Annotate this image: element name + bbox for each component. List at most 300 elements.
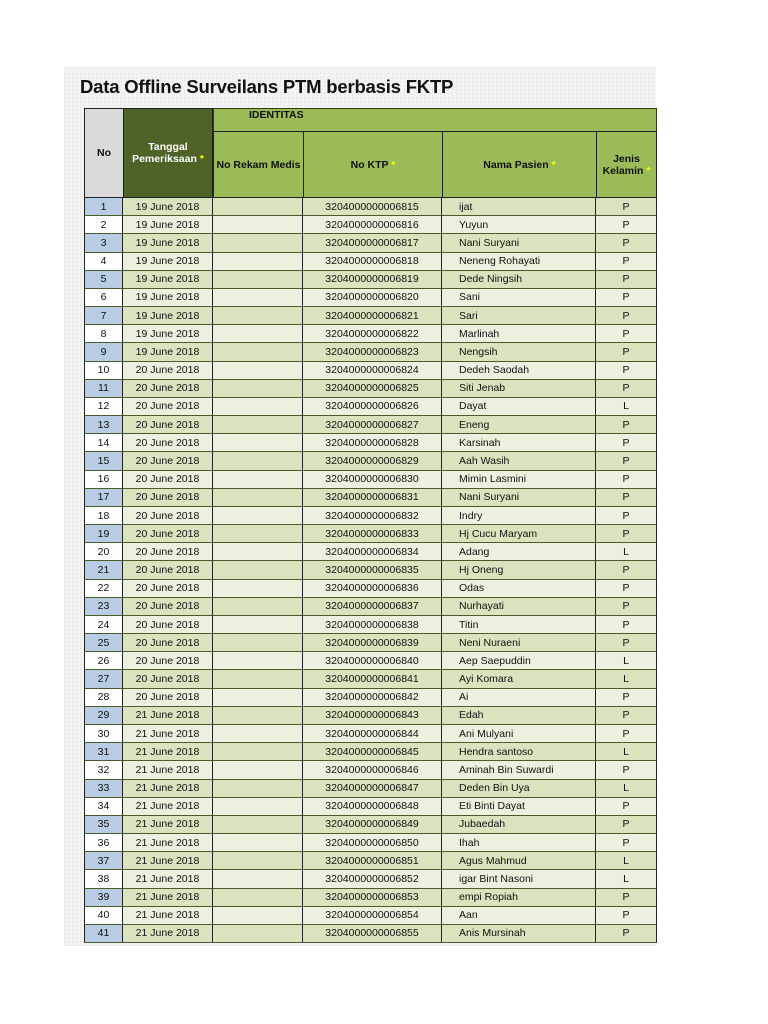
- cell-jenis-kelamin[interactable]: P: [596, 416, 657, 434]
- cell-no-rekam-medis[interactable]: [213, 816, 303, 834]
- cell-nama-pasien[interactable]: Deden Bin Uya: [442, 780, 596, 798]
- table-row: [84, 198, 657, 216]
- cell-tanggal[interactable]: 20 June 2018: [123, 489, 213, 507]
- table-row: [84, 780, 657, 798]
- table-row: [84, 798, 657, 816]
- cell-tanggal[interactable]: 19 June 2018: [123, 253, 213, 271]
- cell-jenis-kelamin[interactable]: P: [596, 761, 657, 779]
- cell-nama-pasien[interactable]: Ayi Komara: [442, 670, 596, 688]
- cell-tanggal[interactable]: 21 June 2018: [123, 907, 213, 925]
- table-row: [84, 689, 657, 707]
- cell-nama-pasien[interactable]: Mimin Lasmini: [442, 471, 596, 489]
- cell-no[interactable]: 12: [84, 398, 123, 416]
- cell-no-rekam-medis[interactable]: [213, 834, 303, 852]
- header-rekam-medis-label: No Rekam Medis: [216, 158, 301, 171]
- cell-nama-pasien[interactable]: Eti Binti Dayat: [442, 798, 596, 816]
- cell-nama-pasien[interactable]: Indry: [442, 507, 596, 525]
- cell-no-ktp[interactable]: 3204000000006846: [303, 761, 442, 779]
- cell-no-ktp[interactable]: 3204000000006831: [303, 489, 442, 507]
- cell-no[interactable]: 32: [84, 761, 123, 779]
- cell-no-rekam-medis[interactable]: [213, 198, 303, 216]
- cell-tanggal[interactable]: 20 June 2018: [123, 616, 213, 634]
- cell-tanggal[interactable]: 21 June 2018: [123, 925, 213, 943]
- cell-no-ktp[interactable]: 3204000000006817: [303, 234, 442, 252]
- cell-no[interactable]: 30: [84, 725, 123, 743]
- cell-no-ktp[interactable]: 3204000000006842: [303, 689, 442, 707]
- cell-tanggal[interactable]: 20 June 2018: [123, 398, 213, 416]
- cell-tanggal[interactable]: 21 June 2018: [123, 707, 213, 725]
- table-row: [84, 543, 657, 561]
- cell-jenis-kelamin[interactable]: P: [596, 707, 657, 725]
- cell-jenis-kelamin[interactable]: P: [596, 634, 657, 652]
- cell-tanggal[interactable]: 20 June 2018: [123, 525, 213, 543]
- cell-jenis-kelamin[interactable]: P: [596, 271, 657, 289]
- cell-tanggal[interactable]: 19 June 2018: [123, 198, 213, 216]
- cell-tanggal[interactable]: 20 June 2018: [123, 380, 213, 398]
- cell-jenis-kelamin[interactable]: P: [596, 816, 657, 834]
- cell-no-rekam-medis[interactable]: [213, 598, 303, 616]
- cell-tanggal[interactable]: 20 June 2018: [123, 580, 213, 598]
- cell-no[interactable]: 1: [84, 198, 123, 216]
- cell-no-ktp[interactable]: 3204000000006820: [303, 289, 442, 307]
- cell-jenis-kelamin[interactable]: P: [596, 580, 657, 598]
- cell-no-ktp[interactable]: 3204000000006849: [303, 816, 442, 834]
- table-row: [84, 307, 657, 325]
- cell-no[interactable]: 33: [84, 780, 123, 798]
- cell-nama-pasien[interactable]: Siti Jenab: [442, 380, 596, 398]
- cell-no-rekam-medis[interactable]: [213, 253, 303, 271]
- cell-nama-pasien[interactable]: Jubaedah: [442, 816, 596, 834]
- cell-jenis-kelamin[interactable]: P: [596, 598, 657, 616]
- table-row: [84, 634, 657, 652]
- cell-nama-pasien[interactable]: Agus Mahmud: [442, 852, 596, 870]
- cell-jenis-kelamin[interactable]: P: [596, 525, 657, 543]
- cell-no[interactable]: 40: [84, 907, 123, 925]
- cell-no-ktp[interactable]: 3204000000006825: [303, 380, 442, 398]
- cell-no[interactable]: 3: [84, 234, 123, 252]
- header-nama-pasien[interactable]: [442, 131, 597, 198]
- cell-no-rekam-medis[interactable]: [213, 307, 303, 325]
- data-table-body: [84, 198, 657, 943]
- cell-no[interactable]: 31: [84, 743, 123, 761]
- cell-tanggal[interactable]: 21 June 2018: [123, 852, 213, 870]
- cell-no-ktp[interactable]: 3204000000006845: [303, 743, 442, 761]
- cell-no-ktp[interactable]: 3204000000006826: [303, 398, 442, 416]
- table-row: [84, 216, 657, 234]
- table-row: [84, 852, 657, 870]
- cell-no-ktp[interactable]: 3204000000006824: [303, 362, 442, 380]
- cell-no-ktp[interactable]: 3204000000006821: [303, 307, 442, 325]
- cell-nama-pasien[interactable]: Ihah: [442, 834, 596, 852]
- cell-no[interactable]: 2: [84, 216, 123, 234]
- header-no[interactable]: [84, 108, 124, 198]
- cell-no[interactable]: 7: [84, 307, 123, 325]
- cell-jenis-kelamin[interactable]: P: [596, 216, 657, 234]
- cell-no-rekam-medis[interactable]: [213, 380, 303, 398]
- cell-no-rekam-medis[interactable]: [213, 234, 303, 252]
- table-row: [84, 343, 657, 361]
- cell-tanggal[interactable]: 20 June 2018: [123, 471, 213, 489]
- header-tanggal-pemeriksaan[interactable]: [123, 108, 213, 198]
- cell-no-rekam-medis[interactable]: [213, 907, 303, 925]
- cell-nama-pasien[interactable]: Anis Mursinah: [442, 925, 596, 943]
- table-row: [84, 325, 657, 343]
- cell-no-rekam-medis[interactable]: [213, 780, 303, 798]
- cell-nama-pasien[interactable]: Dayat: [442, 398, 596, 416]
- cell-no[interactable]: 21: [84, 561, 123, 579]
- cell-no-ktp[interactable]: 3204000000006838: [303, 616, 442, 634]
- cell-no-ktp[interactable]: 3204000000006840: [303, 652, 442, 670]
- cell-no[interactable]: 28: [84, 689, 123, 707]
- cell-jenis-kelamin[interactable]: P: [596, 725, 657, 743]
- cell-jenis-kelamin[interactable]: P: [596, 325, 657, 343]
- cell-tanggal[interactable]: 19 June 2018: [123, 271, 213, 289]
- cell-nama-pasien[interactable]: Nurhayati: [442, 598, 596, 616]
- table-row: [84, 416, 657, 434]
- header-no-label: No: [97, 147, 111, 159]
- cell-no-rekam-medis[interactable]: [213, 416, 303, 434]
- cell-no[interactable]: 17: [84, 489, 123, 507]
- cell-tanggal[interactable]: 21 June 2018: [123, 761, 213, 779]
- table-row: [84, 670, 657, 688]
- cell-no-ktp[interactable]: 3204000000006828: [303, 434, 442, 452]
- cell-no-rekam-medis[interactable]: [213, 761, 303, 779]
- cell-no-rekam-medis[interactable]: [213, 580, 303, 598]
- cell-jenis-kelamin[interactable]: P: [596, 925, 657, 943]
- cell-no-rekam-medis[interactable]: [213, 634, 303, 652]
- cell-nama-pasien[interactable]: Adang: [442, 543, 596, 561]
- cell-nama-pasien[interactable]: Ani Mulyani: [442, 725, 596, 743]
- table-row: [84, 489, 657, 507]
- cell-no-rekam-medis[interactable]: [213, 616, 303, 634]
- table-row: [84, 707, 657, 725]
- cell-tanggal[interactable]: 19 June 2018: [123, 307, 213, 325]
- cell-jenis-kelamin[interactable]: P: [596, 889, 657, 907]
- cell-tanggal[interactable]: 20 June 2018: [123, 416, 213, 434]
- table-row: [84, 271, 657, 289]
- cell-jenis-kelamin[interactable]: P: [596, 907, 657, 925]
- cell-no[interactable]: 39: [84, 889, 123, 907]
- cell-nama-pasien[interactable]: Aan: [442, 907, 596, 925]
- cell-no-ktp[interactable]: 3204000000006853: [303, 889, 442, 907]
- cell-no-ktp[interactable]: 3204000000006823: [303, 343, 442, 361]
- table-row: [84, 889, 657, 907]
- cell-nama-pasien[interactable]: Dede Ningsih: [442, 271, 596, 289]
- cell-nama-pasien[interactable]: Marlinah: [442, 325, 596, 343]
- cell-no-ktp[interactable]: 3204000000006850: [303, 834, 442, 852]
- cell-nama-pasien[interactable]: empi Ropiah: [442, 889, 596, 907]
- cell-jenis-kelamin[interactable]: P: [596, 434, 657, 452]
- cell-no-ktp[interactable]: 3204000000006830: [303, 471, 442, 489]
- cell-no-rekam-medis[interactable]: [213, 325, 303, 343]
- cell-no-rekam-medis[interactable]: [213, 798, 303, 816]
- cell-no-rekam-medis[interactable]: [213, 452, 303, 470]
- cell-tanggal[interactable]: 21 June 2018: [123, 798, 213, 816]
- cell-nama-pasien[interactable]: Aminah Bin Suwardi: [442, 761, 596, 779]
- table-row: [84, 870, 657, 888]
- cell-nama-pasien[interactable]: Titin: [442, 616, 596, 634]
- cell-tanggal[interactable]: 19 June 2018: [123, 289, 213, 307]
- cell-tanggal[interactable]: 19 June 2018: [123, 325, 213, 343]
- table-row: [84, 525, 657, 543]
- cell-tanggal[interactable]: 20 June 2018: [123, 543, 213, 561]
- table-row: [84, 580, 657, 598]
- cell-no-ktp[interactable]: 3204000000006855: [303, 925, 442, 943]
- cell-tanggal[interactable]: 21 June 2018: [123, 725, 213, 743]
- table-row: [84, 471, 657, 489]
- cell-no-rekam-medis[interactable]: [213, 489, 303, 507]
- header-identitas[interactable]: [213, 108, 657, 132]
- cell-nama-pasien[interactable]: Nani Suryani: [442, 489, 596, 507]
- cell-jenis-kelamin[interactable]: P: [596, 289, 657, 307]
- cell-no-ktp[interactable]: 3204000000006833: [303, 525, 442, 543]
- cell-nama-pasien[interactable]: Odas: [442, 580, 596, 598]
- cell-no-ktp[interactable]: 3204000000006852: [303, 870, 442, 888]
- cell-no-ktp[interactable]: 3204000000006827: [303, 416, 442, 434]
- cell-tanggal[interactable]: 20 June 2018: [123, 561, 213, 579]
- header-jenis-kelamin[interactable]: [596, 131, 657, 198]
- cell-tanggal[interactable]: 21 June 2018: [123, 870, 213, 888]
- cell-tanggal[interactable]: 20 June 2018: [123, 652, 213, 670]
- table-row: [84, 816, 657, 834]
- cell-tanggal[interactable]: 20 June 2018: [123, 362, 213, 380]
- table-row: [84, 616, 657, 634]
- cell-no[interactable]: 14: [84, 434, 123, 452]
- cell-no-ktp[interactable]: 3204000000006851: [303, 852, 442, 870]
- cell-no[interactable]: 16: [84, 471, 123, 489]
- table-row: [84, 743, 657, 761]
- header-no-ktp[interactable]: [303, 131, 443, 198]
- table-row: [84, 925, 657, 943]
- cell-jenis-kelamin[interactable]: L: [596, 398, 657, 416]
- header-jk-label: Jenis Kelamin *: [602, 152, 651, 177]
- cell-no-rekam-medis[interactable]: [213, 925, 303, 943]
- cell-no[interactable]: 23: [84, 598, 123, 616]
- cell-no-ktp[interactable]: 3204000000006836: [303, 580, 442, 598]
- cell-no-ktp[interactable]: 3204000000006847: [303, 780, 442, 798]
- cell-jenis-kelamin[interactable]: P: [596, 343, 657, 361]
- cell-jenis-kelamin[interactable]: P: [596, 834, 657, 852]
- cell-no-rekam-medis[interactable]: [213, 652, 303, 670]
- cell-jenis-kelamin[interactable]: P: [596, 253, 657, 271]
- cell-no-rekam-medis[interactable]: [213, 471, 303, 489]
- table-row: [84, 452, 657, 470]
- cell-nama-pasien[interactable]: Karsinah: [442, 434, 596, 452]
- cell-tanggal[interactable]: 19 June 2018: [123, 234, 213, 252]
- cell-no-ktp[interactable]: 3204000000006839: [303, 634, 442, 652]
- header-identitas-label: IDENTITAS: [249, 109, 304, 121]
- cell-no[interactable]: 4: [84, 253, 123, 271]
- cell-nama-pasien[interactable]: Nani Suryani: [442, 234, 596, 252]
- cell-nama-pasien[interactable]: igar Bint Nasoni: [442, 870, 596, 888]
- cell-no[interactable]: 35: [84, 816, 123, 834]
- table-row: [84, 834, 657, 852]
- cell-tanggal[interactable]: 21 June 2018: [123, 780, 213, 798]
- cell-no[interactable]: 22: [84, 580, 123, 598]
- cell-jenis-kelamin[interactable]: L: [596, 780, 657, 798]
- cell-no-rekam-medis[interactable]: [213, 870, 303, 888]
- cell-no-rekam-medis[interactable]: [213, 434, 303, 452]
- cell-tanggal[interactable]: 20 June 2018: [123, 689, 213, 707]
- cell-jenis-kelamin[interactable]: L: [596, 743, 657, 761]
- cell-tanggal[interactable]: 20 June 2018: [123, 434, 213, 452]
- cell-no[interactable]: 34: [84, 798, 123, 816]
- cell-no-ktp[interactable]: 3204000000006816: [303, 216, 442, 234]
- table-row: [84, 907, 657, 925]
- table-row: [84, 289, 657, 307]
- cell-no-ktp[interactable]: 3204000000006815: [303, 198, 442, 216]
- cell-no[interactable]: 27: [84, 670, 123, 688]
- cell-jenis-kelamin[interactable]: P: [596, 489, 657, 507]
- cell-jenis-kelamin[interactable]: L: [596, 543, 657, 561]
- cell-no[interactable]: 19: [84, 525, 123, 543]
- table-row: [84, 380, 657, 398]
- cell-no-ktp[interactable]: 3204000000006834: [303, 543, 442, 561]
- cell-no-ktp[interactable]: 3204000000006854: [303, 907, 442, 925]
- cell-no-rekam-medis[interactable]: [213, 743, 303, 761]
- table-row: [84, 253, 657, 271]
- cell-jenis-kelamin[interactable]: P: [596, 689, 657, 707]
- cell-no[interactable]: 8: [84, 325, 123, 343]
- cell-no-rekam-medis[interactable]: [213, 362, 303, 380]
- cell-nama-pasien[interactable]: Hendra santoso: [442, 743, 596, 761]
- cell-nama-pasien[interactable]: Aep Saepuddin: [442, 652, 596, 670]
- cell-no-ktp[interactable]: 3204000000006822: [303, 325, 442, 343]
- cell-no-ktp[interactable]: 3204000000006843: [303, 707, 442, 725]
- cell-nama-pasien[interactable]: Edah: [442, 707, 596, 725]
- cell-no-ktp[interactable]: 3204000000006818: [303, 253, 442, 271]
- cell-nama-pasien[interactable]: Yuyun: [442, 216, 596, 234]
- cell-jenis-kelamin[interactable]: P: [596, 561, 657, 579]
- header-no-rekam-medis[interactable]: [213, 131, 304, 198]
- cell-no-ktp[interactable]: 3204000000006844: [303, 725, 442, 743]
- cell-no[interactable]: 38: [84, 870, 123, 888]
- cell-no-rekam-medis[interactable]: [213, 289, 303, 307]
- cell-tanggal[interactable]: 20 June 2018: [123, 507, 213, 525]
- table-row: [84, 362, 657, 380]
- cell-tanggal[interactable]: 19 June 2018: [123, 343, 213, 361]
- cell-no-ktp[interactable]: 3204000000006848: [303, 798, 442, 816]
- table-row: [84, 761, 657, 779]
- cell-nama-pasien[interactable]: ijat: [442, 198, 596, 216]
- cell-tanggal[interactable]: 20 June 2018: [123, 598, 213, 616]
- cell-no-rekam-medis[interactable]: [213, 561, 303, 579]
- cell-nama-pasien[interactable]: Sani: [442, 289, 596, 307]
- cell-no[interactable]: 26: [84, 652, 123, 670]
- cell-jenis-kelamin[interactable]: P: [596, 198, 657, 216]
- cell-no-ktp[interactable]: 3204000000006841: [303, 670, 442, 688]
- cell-jenis-kelamin[interactable]: P: [596, 307, 657, 325]
- cell-no[interactable]: 20: [84, 543, 123, 561]
- cell-no[interactable]: 13: [84, 416, 123, 434]
- cell-nama-pasien[interactable]: Neni Nuraeni: [442, 634, 596, 652]
- cell-tanggal[interactable]: 19 June 2018: [123, 216, 213, 234]
- cell-no[interactable]: 29: [84, 707, 123, 725]
- table-row: [84, 434, 657, 452]
- table-row: [84, 398, 657, 416]
- cell-no-ktp[interactable]: 3204000000006837: [303, 598, 442, 616]
- cell-no[interactable]: 15: [84, 452, 123, 470]
- cell-jenis-kelamin[interactable]: P: [596, 234, 657, 252]
- cell-nama-pasien[interactable]: Aah Wasih: [442, 452, 596, 470]
- cell-no[interactable]: 9: [84, 343, 123, 361]
- cell-no-rekam-medis[interactable]: [213, 398, 303, 416]
- cell-jenis-kelamin[interactable]: L: [596, 652, 657, 670]
- cell-no-rekam-medis[interactable]: [213, 707, 303, 725]
- cell-no-ktp[interactable]: 3204000000006832: [303, 507, 442, 525]
- cell-no-rekam-medis[interactable]: [213, 889, 303, 907]
- header-tanggal-label: Tanggal Pemeriksaan *: [132, 141, 204, 165]
- cell-no[interactable]: 11: [84, 380, 123, 398]
- cell-no[interactable]: 24: [84, 616, 123, 634]
- cell-no[interactable]: 37: [84, 852, 123, 870]
- cell-jenis-kelamin[interactable]: L: [596, 670, 657, 688]
- cell-tanggal[interactable]: 20 June 2018: [123, 452, 213, 470]
- cell-jenis-kelamin[interactable]: P: [596, 616, 657, 634]
- cell-nama-pasien[interactable]: Eneng: [442, 416, 596, 434]
- table-row: [84, 725, 657, 743]
- cell-nama-pasien[interactable]: Hj Oneng: [442, 561, 596, 579]
- cell-no[interactable]: 6: [84, 289, 123, 307]
- cell-tanggal[interactable]: 21 June 2018: [123, 834, 213, 852]
- cell-jenis-kelamin[interactable]: L: [596, 870, 657, 888]
- cell-no-rekam-medis[interactable]: [213, 852, 303, 870]
- cell-no[interactable]: 5: [84, 271, 123, 289]
- cell-no-rekam-medis[interactable]: [213, 343, 303, 361]
- cell-jenis-kelamin[interactable]: P: [596, 362, 657, 380]
- cell-no[interactable]: 36: [84, 834, 123, 852]
- cell-no-rekam-medis[interactable]: [213, 525, 303, 543]
- cell-jenis-kelamin[interactable]: P: [596, 507, 657, 525]
- cell-no[interactable]: 10: [84, 362, 123, 380]
- document-title: Data Offline Surveilans PTM berbasis FKTP: [80, 76, 454, 97]
- cell-no-rekam-medis[interactable]: [213, 689, 303, 707]
- cell-jenis-kelamin[interactable]: P: [596, 452, 657, 470]
- cell-tanggal[interactable]: 20 June 2018: [123, 634, 213, 652]
- table-row: [84, 598, 657, 616]
- cell-no-rekam-medis[interactable]: [213, 543, 303, 561]
- cell-nama-pasien[interactable]: Sari: [442, 307, 596, 325]
- cell-tanggal[interactable]: 21 June 2018: [123, 743, 213, 761]
- table-row: [84, 234, 657, 252]
- cell-tanggal[interactable]: 21 June 2018: [123, 889, 213, 907]
- cell-no-ktp[interactable]: 3204000000006829: [303, 452, 442, 470]
- cell-jenis-kelamin[interactable]: P: [596, 471, 657, 489]
- table-row: [84, 507, 657, 525]
- cell-nama-pasien[interactable]: Dedeh Saodah: [442, 362, 596, 380]
- cell-no[interactable]: 25: [84, 634, 123, 652]
- cell-nama-pasien[interactable]: Hj Cucu Maryam: [442, 525, 596, 543]
- cell-tanggal[interactable]: 20 June 2018: [123, 670, 213, 688]
- cell-no[interactable]: 18: [84, 507, 123, 525]
- cell-no-rekam-medis[interactable]: [213, 670, 303, 688]
- cell-jenis-kelamin[interactable]: P: [596, 798, 657, 816]
- cell-no-rekam-medis[interactable]: [213, 507, 303, 525]
- cell-tanggal[interactable]: 21 June 2018: [123, 816, 213, 834]
- cell-nama-pasien[interactable]: Nengsih: [442, 343, 596, 361]
- cell-jenis-kelamin[interactable]: L: [596, 852, 657, 870]
- cell-no-rekam-medis[interactable]: [213, 725, 303, 743]
- cell-no-ktp[interactable]: 3204000000006819: [303, 271, 442, 289]
- cell-no-ktp[interactable]: 3204000000006835: [303, 561, 442, 579]
- table-row: [84, 561, 657, 579]
- cell-nama-pasien[interactable]: Neneng Rohayati: [442, 253, 596, 271]
- cell-no[interactable]: 41: [84, 925, 123, 943]
- cell-no-rekam-medis[interactable]: [213, 216, 303, 234]
- cell-jenis-kelamin[interactable]: P: [596, 380, 657, 398]
- cell-no-rekam-medis[interactable]: [213, 271, 303, 289]
- cell-nama-pasien[interactable]: Ai: [442, 689, 596, 707]
